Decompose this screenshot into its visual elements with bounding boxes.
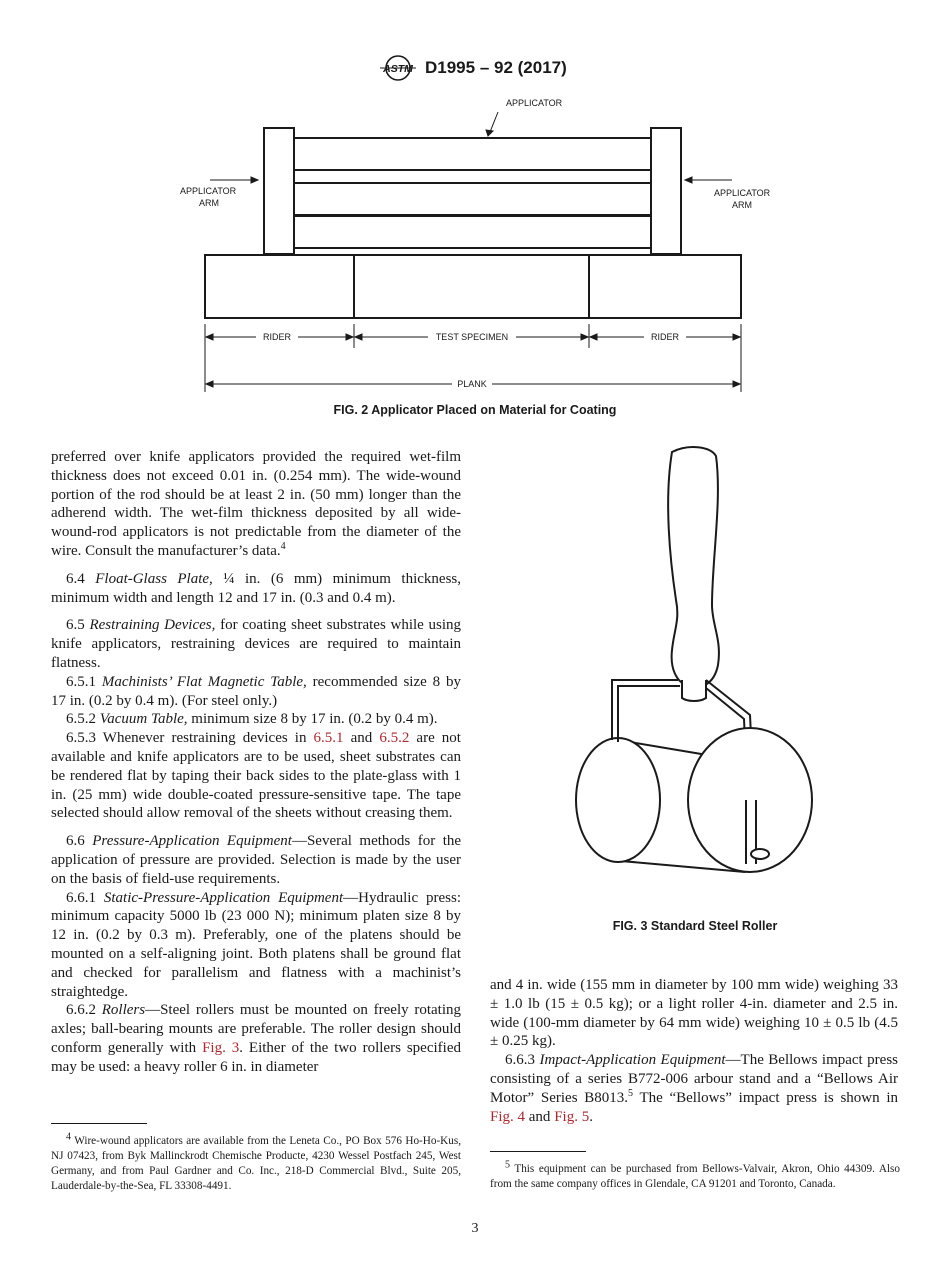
paragraph-roller-spec: and 4 in. wide (155 mm in diameter by 100 mm wide) weighing 33 ± 1.0 lb (15 ± 0.5 kg); or a light roller 4-in. diameter and 2.5 in. wide (100-mm diameter by 64 mm wide) weighing 10 ± 0.5 lb (4.5 ± 0.25 kg). — [490, 977, 898, 1050]
section-6-5-2: 6.5.2 Vacuum Table, minimum size 8 by 17 in. (0.2 by 0.4 m). — [66, 711, 438, 728]
fig2-caption: FIG. 2 Applicator Placed on Material for Coating — [333, 403, 617, 417]
applicator-left-post — [264, 128, 294, 254]
footnote-ref-4: 4 — [280, 540, 286, 552]
right-column — [490, 976, 898, 1126]
label-rider-right: RIDER — [650, 332, 680, 342]
applicator-bar-middle — [294, 183, 651, 215]
paragraph-wire-wound-rods: preferred over knife applicators provided the required wet-film thickness does not exceed 0.01 in. (0.254 mm). The wide-wound portion of the rod should be at least 2 in. (50 mm) longer than the adherend width. The wet-film thickness deposited by all wide-wound-rod applicators is not predictable from the diameter of the wire. Consult the manufacturer’s data.$^4$ — [51, 449, 461, 559]
applicator-bar-bottom — [294, 216, 651, 248]
page-header — [0, 52, 950, 86]
applicator-right-post — [651, 128, 681, 254]
footnote-4: $^4$ Wire-wound applicators are available from the Leneta Co., PO Box 576 Ho-Ho-Kus, NJ 07423, from Byk Mallinckrodt Chemische Producte, 4230 Wessel Postfach 245, West Germany, and from Paul Gardner and Co. Inc., 218-D Commercial Blvd., Suite 205, Lauderdale-by-the-Sea, FL 33308-4491. — [51, 1131, 461, 1192]
roller-axle-cap — [751, 849, 769, 859]
link-fig-4[interactable]: Fig. 4 — [490, 1108, 526, 1125]
section-6-6-1: 6.6.1 Static-Pressure-Application Equipment—Hydraulic press: minimum capacity 5000 lb (23 000 N); minimum platen size 8 by 12 in. (0.2 by 0.3 m). Preferably, one of the platens should be mounted on a self-aligning joint. Both platens shall be ground flat and checked for parallelism and flatness with a machinist’s straightedge. — [51, 889, 461, 1000]
footnote-rule-right — [490, 1151, 586, 1152]
applicator-bar-top — [294, 138, 651, 170]
handle-ferrule — [682, 680, 706, 701]
document-id: D1995 – 92 (2017) — [425, 58, 567, 77]
footnote-ref-5: 5 — [628, 1087, 633, 1099]
label-arm-right-1: APPLICATOR — [714, 188, 771, 198]
astm-logo-icon — [378, 52, 418, 84]
section-6-6-2: 6.6.2 Rollers—Steel rollers must be mounted on freely rotating axles; ball-bearing mounts are preferable. The roller design should conform generally with Fig. 3. Either of the two rollers specified may be used: a heavy roller 6 in. in diameter — [51, 1002, 462, 1075]
section-6-6: 6.6 Pressure-Application Equipment—Several methods for the application of pressure are provided. Selection is made by the user on the basis of field-use requirements. — [51, 833, 462, 887]
label-arm-left-2: ARM — [199, 198, 219, 208]
page-number: 3 — [471, 1221, 479, 1236]
fig2-applicator-diagram — [170, 92, 780, 397]
fig3-steel-roller-drawing — [560, 440, 830, 880]
section-6-5-3: 6.5.3 Whenever restraining devices in 6.5.1 and 6.5.2 are not available and knife applicators are to be used, sheet substrates can be rendered flat by taping their back sides to the plate-glass with 1 in. (25 mm) wide double-coated pressure-sensitive tape. The tape selected should allow removal of the sheets without creasing them. — [51, 730, 461, 822]
label-plank: PLANK — [457, 379, 487, 389]
link-fig-5[interactable]: Fig. 5 — [554, 1108, 590, 1125]
link-6-5-1[interactable]: 6.5.1 — [313, 730, 344, 747]
plank-block — [205, 255, 741, 318]
section-6-5-1: 6.5.1 Machinists’ Flat Magnetic Table, recommended size 8 by 17 in. (0.2 by 0.4 m). (For steel only.) — [51, 673, 461, 709]
section-6-5: 6.5 Restraining Devices, for coating sheet substrates while using knife applicators, restraining devices are required to maintain flatness. — [51, 617, 462, 671]
section-6-6-3: 6.6.3 Impact-Application Equipment—The Bellows impact press consisting of a series B772-006 arbour stand and a “Bellows Air Motor” Series B8013.$^5$ The “Bellows” impact press is shown in Fig. 4 and Fig. 5. — [490, 1052, 898, 1125]
label-rider-left: RIDER — [262, 332, 292, 342]
link-6-5-2[interactable]: 6.5.2 — [379, 730, 410, 747]
fig3-caption: FIG. 3 Standard Steel Roller — [612, 919, 778, 933]
label-arm-right-2: ARM — [732, 200, 752, 210]
footnote-rule-left — [51, 1123, 147, 1124]
astm-logo-text: ASTM — [383, 63, 413, 75]
label-arm-left-1: APPLICATOR — [180, 186, 237, 196]
footnote-5: $^5$ This equipment can be purchased from Bellows-Valvair, Akron, Ohio 44309. Also from the same company offices in Glendale, CA 91201 and Toronto, Canada. — [490, 1159, 900, 1190]
handle-grip — [668, 447, 719, 687]
link-fig-3[interactable]: Fig. 3 — [202, 1039, 240, 1056]
left-column — [51, 448, 461, 1077]
section-6-4: 6.4 Float-Glass Plate, ¼ in. (6 mm) minimum thickness, minimum width and length 12 and 17 in. (0.3 and 0.4 m). — [51, 570, 462, 606]
roller-rear-end — [576, 738, 660, 862]
roller-front-end — [688, 728, 812, 872]
label-test-specimen: TEST SPECIMEN — [435, 332, 509, 342]
label-applicator: APPLICATOR — [506, 98, 563, 108]
